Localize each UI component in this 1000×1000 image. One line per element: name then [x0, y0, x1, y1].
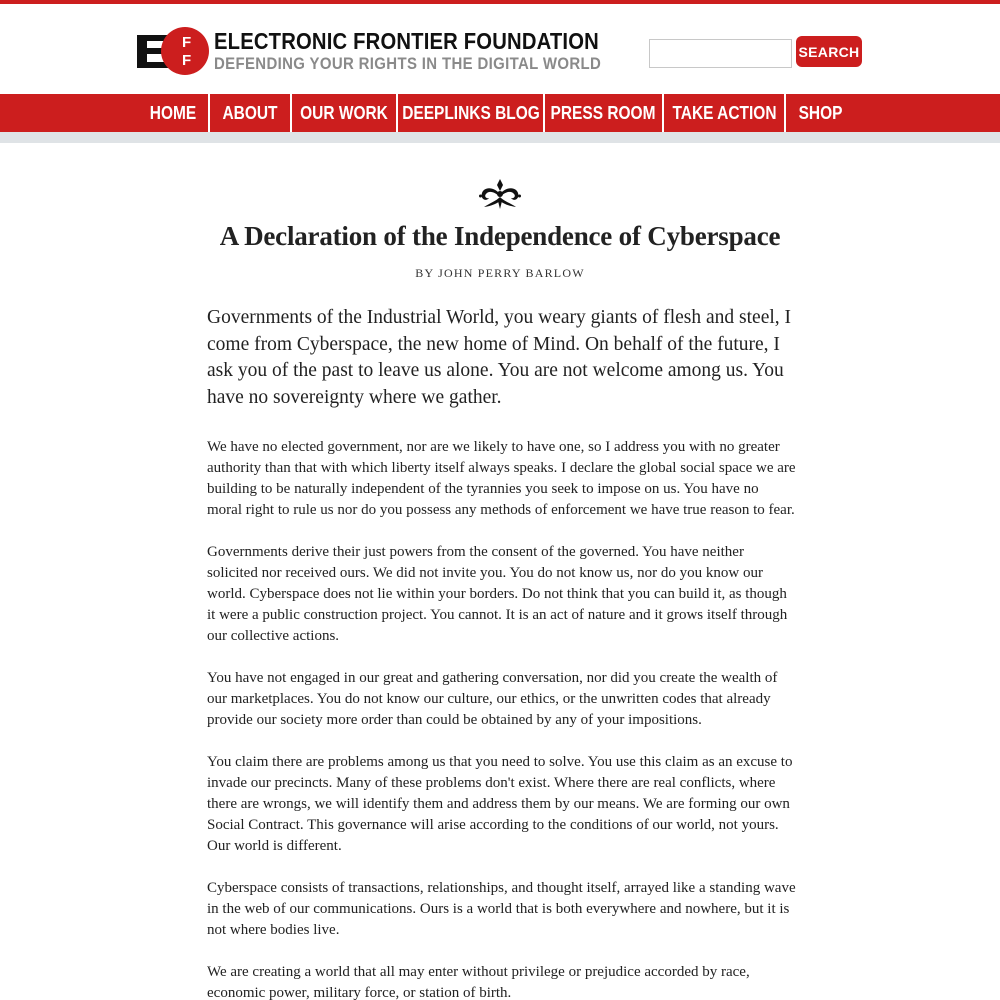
main-nav — [0, 94, 1000, 132]
nav-item-about[interactable] — [210, 94, 292, 132]
nav-item-our-work[interactable] — [292, 94, 398, 132]
nav-label: OUR WORK — [300, 102, 388, 123]
nav-item-home[interactable] — [137, 94, 210, 132]
search-button[interactable]: SEARCH — [796, 36, 862, 67]
fleuron-ornament-icon — [478, 177, 522, 211]
nav-subbar — [0, 132, 1000, 143]
article-paragraph: We have no elected government, nor are we likely to have one, so I address you with no greater authority than that with which liberty itself always speaks. I declare the global social space we are building to be naturally independent of the tyrannies you seek to impose on us. You have no moral right to rule us nor do you possess any methods of enforcement we have true reason to fear. — [207, 439, 796, 518]
nav-label: DEEPLINKS BLOG — [401, 102, 540, 123]
article-paragraph: You claim there are problems among us that you need to solve. You use this claim as an excuse to invade our precincts. Many of these problems don't exist. Where there are real conflicts, where there are wrongs, we will identify them and address them by our means. We are forming our own Social Contract. This governance will arise according to the conditions of our world, not yours. Our world is different. — [207, 754, 793, 854]
nav-item-shop[interactable] — [786, 94, 856, 132]
nav-label: SHOP — [799, 102, 843, 123]
article-paragraph: We are creating a world that all may enter without privilege or prejudice accorded by race, economic power, military force, or station of birth. — [207, 964, 750, 1000]
nav-item-deeplinks-blog[interactable] — [398, 94, 545, 132]
article-body — [207, 305, 797, 1000]
article-lead: Governments of the Industrial World, you weary giants of flesh and steel, I come from Cyberspace, the new home of Mind. On behalf of the future, I ask you of the past to leave us alone. You are not welcome among us. You have no sovereignty where we gather. — [207, 307, 792, 408]
article-paragraph: Governments derive their just powers from the consent of the governed. You have neither solicited nor received ours. We did not invite you. You do not know us, nor do you know our world. Cyberspace does not lie within your borders. Do not think that you can build it, as though it were a public construction project. You cannot. It is an act of nature and it grows itself through our collective actions. — [207, 544, 788, 644]
nav-item-take-action[interactable] — [664, 94, 786, 132]
logo-letter-top: F — [182, 34, 192, 51]
org-name[interactable]: ELECTRONIC FRONTIER FOUNDATION — [214, 28, 599, 54]
top-accent-bar — [0, 0, 1000, 4]
nav-item-press-room[interactable] — [545, 94, 664, 132]
org-tagline: DEFENDING YOUR RIGHTS IN THE DIGITAL WORLD — [214, 54, 602, 73]
nav-label: ABOUT — [222, 102, 278, 123]
article-byline: BY JOHN PERRY BARLOW — [415, 266, 585, 280]
nav-label: PRESS ROOM — [551, 102, 656, 123]
article-paragraph: You have not engaged in our great and gathering conversation, nor did you create the wealth of our marketplaces. You do not know our culture, our ethics, or the unwritten codes that already provide our society more order than could be obtained by any of your impositions. — [207, 670, 778, 728]
logo-letter-bottom: F — [182, 52, 192, 69]
search-input[interactable] — [649, 39, 792, 68]
article-title: A Declaration of the Independence of Cyberspace — [219, 221, 781, 251]
eff-logo[interactable] — [137, 27, 209, 75]
nav-label: TAKE ACTION — [671, 102, 777, 123]
article-paragraph: Cyberspace consists of transactions, relationships, and thought itself, arrayed like a standing wave in the web of our communications. Ours is a world that is both everywhere and nowhere, but it is not where bodies live. — [207, 880, 796, 938]
logo-circle — [161, 27, 209, 75]
nav-label: HOME — [149, 102, 196, 123]
